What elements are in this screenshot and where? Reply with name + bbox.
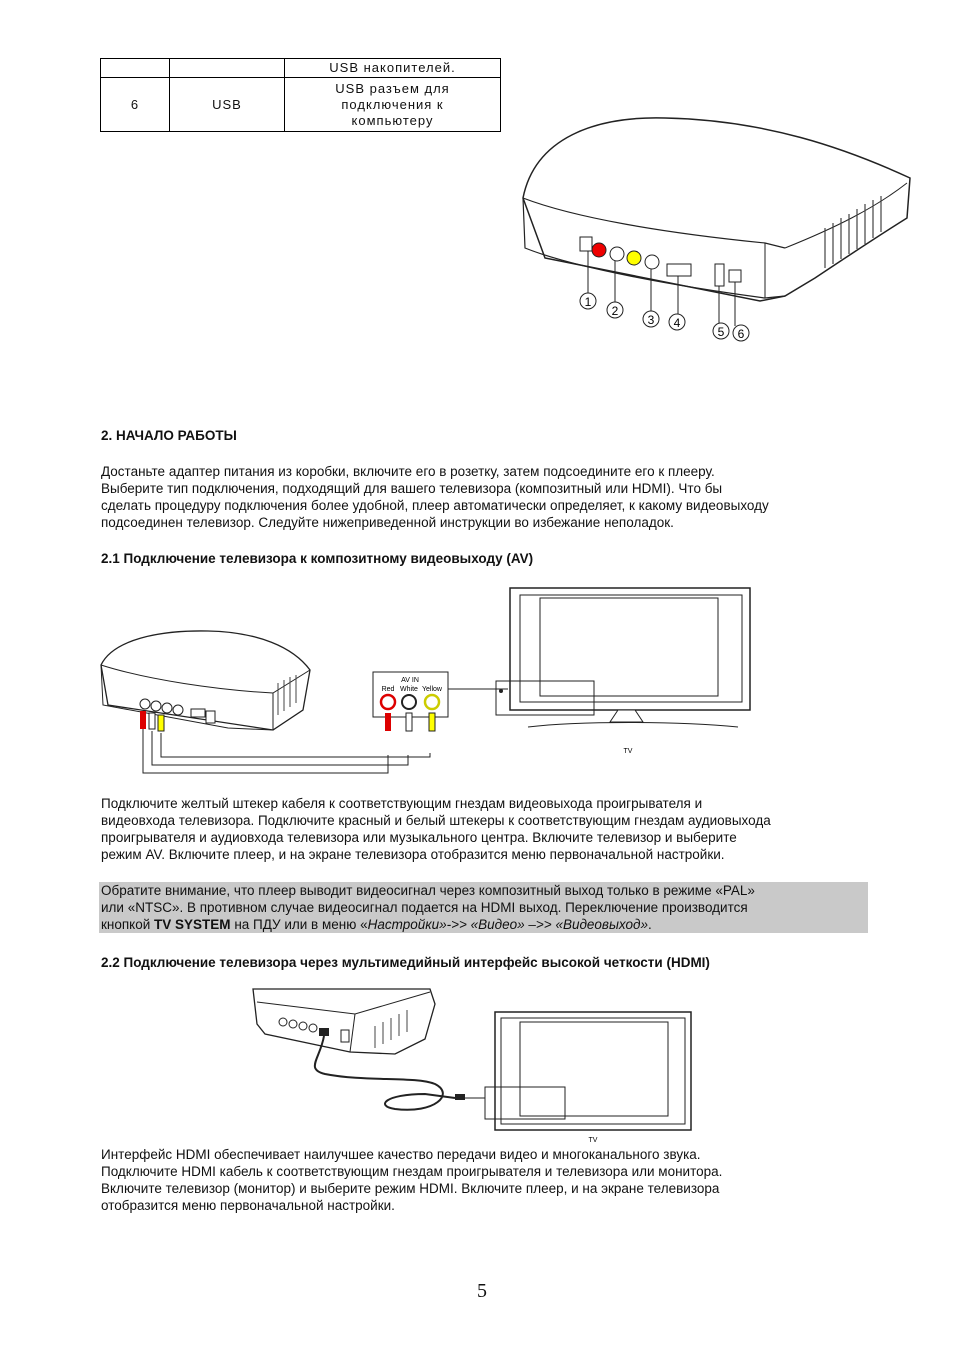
text-line: сделать процедуру подключения более удобной, плеер автоматически определяет, к какому видеовыходу [101,498,769,513]
tv-label: TV [623,748,633,755]
note-text: на ПДУ или в меню « [230,917,368,932]
menu-path: Настройки»->> «Видео» –>> «Видеовыход» [367,917,648,932]
note-line [101,916,866,933]
tv-system-button-label: TV SYSTEM [154,917,231,932]
callout-4 [669,314,685,330]
text-line: Выберите тип подключения, подходящий для вашего телевизора (композитный или HDMI). Что бы [101,481,723,496]
note-text: кнопкой [101,917,155,932]
av-instructions [101,795,866,863]
callout-label: 4 [673,316,681,330]
table-row [101,59,501,78]
table-cell [101,59,170,78]
text-line: видеовхода телевизора. Подключите красный и белый штекеры к соответствующим гнездам аудиовыхода [101,813,771,828]
hdmi-instructions [101,1146,866,1214]
text-line: отобразится меню первоначальной настройки. [101,1198,395,1213]
callout-3 [643,311,659,327]
callout-1 [580,293,596,309]
text-line: Подключите HDMI кабель к соответствующим гнездам проигрывателя и телевизора или монитора. [101,1164,723,1179]
av-connection-diagram [98,585,758,780]
note-line: Обратите внимание, что плеер выводит видеосигнал через композитный выход только в режиме «PAL» [101,883,755,898]
text-line: проигрывателя и аудиовхода телевизора или музыкального центра. Включите телевизор и выберите [101,830,737,845]
callout-label: 2 [611,304,619,318]
red-label: Red [381,686,395,693]
tv-label: TV [588,1137,598,1144]
av-in-label: AV IN [401,677,419,684]
text-line: режим AV. Включите плеер, и на экране телевизора отобразится меню первоначальной настройки. [101,847,725,862]
table-cell [170,59,285,78]
hdmi-connection-diagram [245,984,705,1144]
table-cell: USB [170,78,285,132]
text-line: Достаньте адаптер питания из коробки, включите его в розетку, затем подсоедините его к плееру. [101,464,715,479]
table-row [101,78,501,132]
callout-label: 5 [717,325,725,339]
callout-label: 6 [737,327,745,341]
text-line: Включите телевизор (монитор) и выберите режим HDMI. Включите плеер, и на экране телевизора [101,1181,720,1196]
section-heading: 2. НАЧАЛО РАБОТЫ [101,428,237,443]
table-cell-line: USB разъем для [335,80,450,96]
callout-label: 1 [584,295,592,309]
text-line: Подключите желтый штекер кабеля к соответствующим гнездам видеовыхода проигрывателя и [101,796,703,811]
callout-2 [607,302,623,318]
section-heading: 2.2 Подключение телевизора через мультимедийный интерфейс высокой четкости (HDMI) [101,955,710,970]
yellow-label: Yellow [422,686,442,693]
table-cell: 6 [101,78,170,132]
callout-6 [733,325,749,341]
white-label: White [400,686,418,693]
intro-paragraph [101,463,866,531]
callout-label: 3 [647,313,655,327]
note-line: или «NTSC». В противном случае видеосигнал подается на HDMI выход. Переключение производится [101,900,748,915]
note-text: . [648,917,652,932]
table-cell-line: компьютеру [351,112,434,128]
callout-5 [713,323,729,339]
page-number: 5 [477,1280,487,1302]
table-cell [285,78,501,132]
text-line: Интерфейс HDMI обеспечивает наилучшее качество передачи видео и многоканального звука. [101,1147,701,1162]
table-cell: USB накопителей. [285,59,501,78]
note-box [99,882,868,933]
section-heading: 2.1 Подключение телевизора к композитному видеовыходу (AV) [101,551,534,566]
text-line: подсоединен телевизор. Следуйте нижеприведенной инструкции во избежание неполадок. [101,515,674,530]
device-rear-illustration [515,108,915,348]
table-cell-line: подключения к [341,96,444,112]
spec-table [100,58,501,132]
